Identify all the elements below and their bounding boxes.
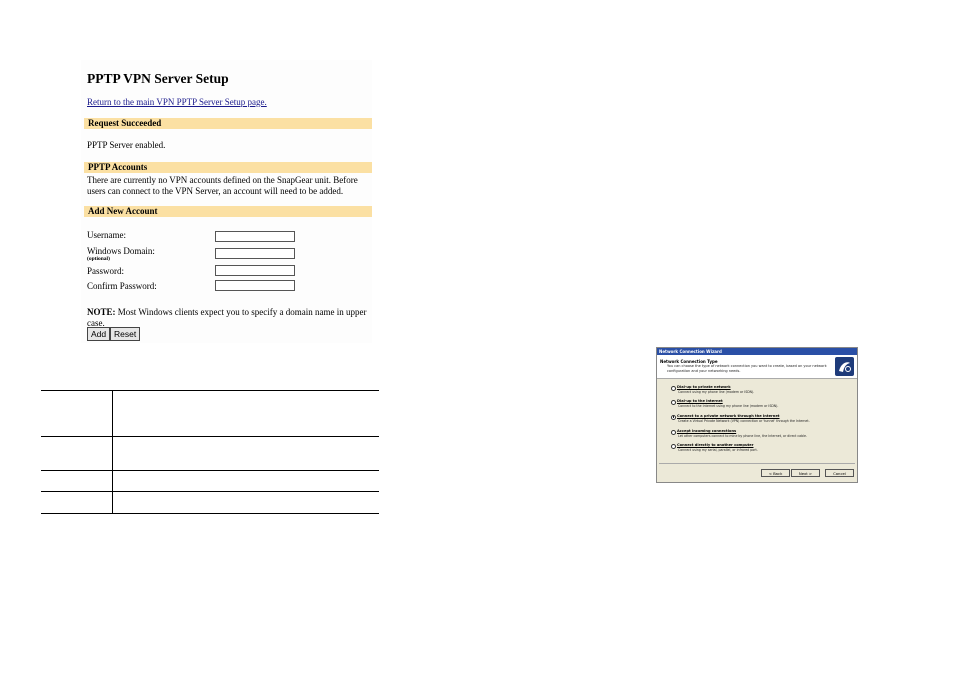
username-label: Username:	[87, 230, 126, 240]
page-title: PPTP VPN Server Setup	[87, 71, 229, 86]
pptp-accounts-bar: PPTP Accounts	[84, 162, 372, 173]
windows-domain-optional: (optional)	[87, 256, 110, 262]
reset-button[interactable]: Reset	[110, 327, 140, 341]
add-button[interactable]: Add	[87, 327, 110, 341]
option-vpn-internet[interactable]: Connect to a private network through the Internet Create a Virtual Private Network (VPN) connection or 'tunnel' through the Internet.	[677, 414, 780, 418]
table-rule	[41, 390, 379, 391]
wizard-divider	[659, 463, 855, 464]
note-label: NOTE:	[87, 307, 116, 317]
accounts-info-text: There are currently no VPN accounts defined on the SnapGear unit. Before users can connect to the VPN Server, an account will need to be added.	[87, 175, 358, 196]
confirm-password-label: Confirm Password:	[87, 281, 157, 291]
add-new-account-bar: Add New Account	[84, 206, 372, 217]
password-input[interactable]	[215, 265, 295, 276]
table-rule	[41, 470, 379, 471]
option-dialup-private[interactable]: Dial-up to private network Connect using my phone line (modem or ISDN).	[677, 385, 731, 389]
network-wizard-icon	[835, 357, 854, 376]
request-succeeded-bar: Request Succeeded	[84, 118, 372, 129]
note-text	[87, 307, 371, 328]
radio-icon[interactable]	[671, 400, 676, 405]
option-direct-connect[interactable]: Connect directly to another computer Connect using my serial, parallel, or infrared port.	[677, 443, 753, 447]
pptp-setup-panel	[81, 60, 372, 343]
request-status-text: PPTP Server enabled.	[87, 140, 166, 150]
radio-icon[interactable]	[671, 386, 676, 391]
table-rule	[41, 513, 379, 514]
windows-domain-input[interactable]	[215, 248, 295, 259]
note-body: Most Windows clients expect you to specify a domain name in upper case.	[87, 307, 367, 328]
radio-icon[interactable]	[671, 415, 676, 420]
username-input[interactable]	[215, 231, 295, 242]
option-accept-incoming[interactable]: Accept incoming connections Let other computers connect to mine by phone line, the Internet, or direct cable.	[677, 429, 736, 433]
windows-domain-label: Windows Domain:	[87, 246, 155, 256]
password-label: Password:	[87, 266, 125, 276]
table-column-divider	[112, 390, 113, 514]
radio-icon[interactable]	[671, 430, 676, 435]
network-connection-wizard	[656, 347, 858, 483]
wizard-title-bar[interactable]: Network Connection Wizard	[657, 348, 857, 355]
wizard-header-desc: You can choose the type of network connection you want to create, based on your network configuration and your networking needs.	[667, 364, 827, 373]
option-dialup-internet[interactable]: Dial-up to the Internet Connect to the Internet using my phone line (modem or ISDN).	[677, 399, 723, 403]
next-button[interactable]: Next >	[791, 469, 820, 477]
empty-table	[41, 390, 379, 514]
wizard-header	[657, 355, 857, 379]
back-button[interactable]: < Back	[761, 469, 790, 477]
table-rule	[41, 491, 379, 492]
confirm-password-input[interactable]	[215, 280, 295, 291]
return-link[interactable]: Return to the main VPN PPTP Server Setup page.	[87, 97, 267, 107]
wizard-header-title: Network Connection Type	[660, 359, 718, 364]
table-rule	[41, 436, 379, 437]
cancel-button[interactable]: Cancel	[825, 469, 854, 477]
radio-icon[interactable]	[671, 444, 676, 449]
